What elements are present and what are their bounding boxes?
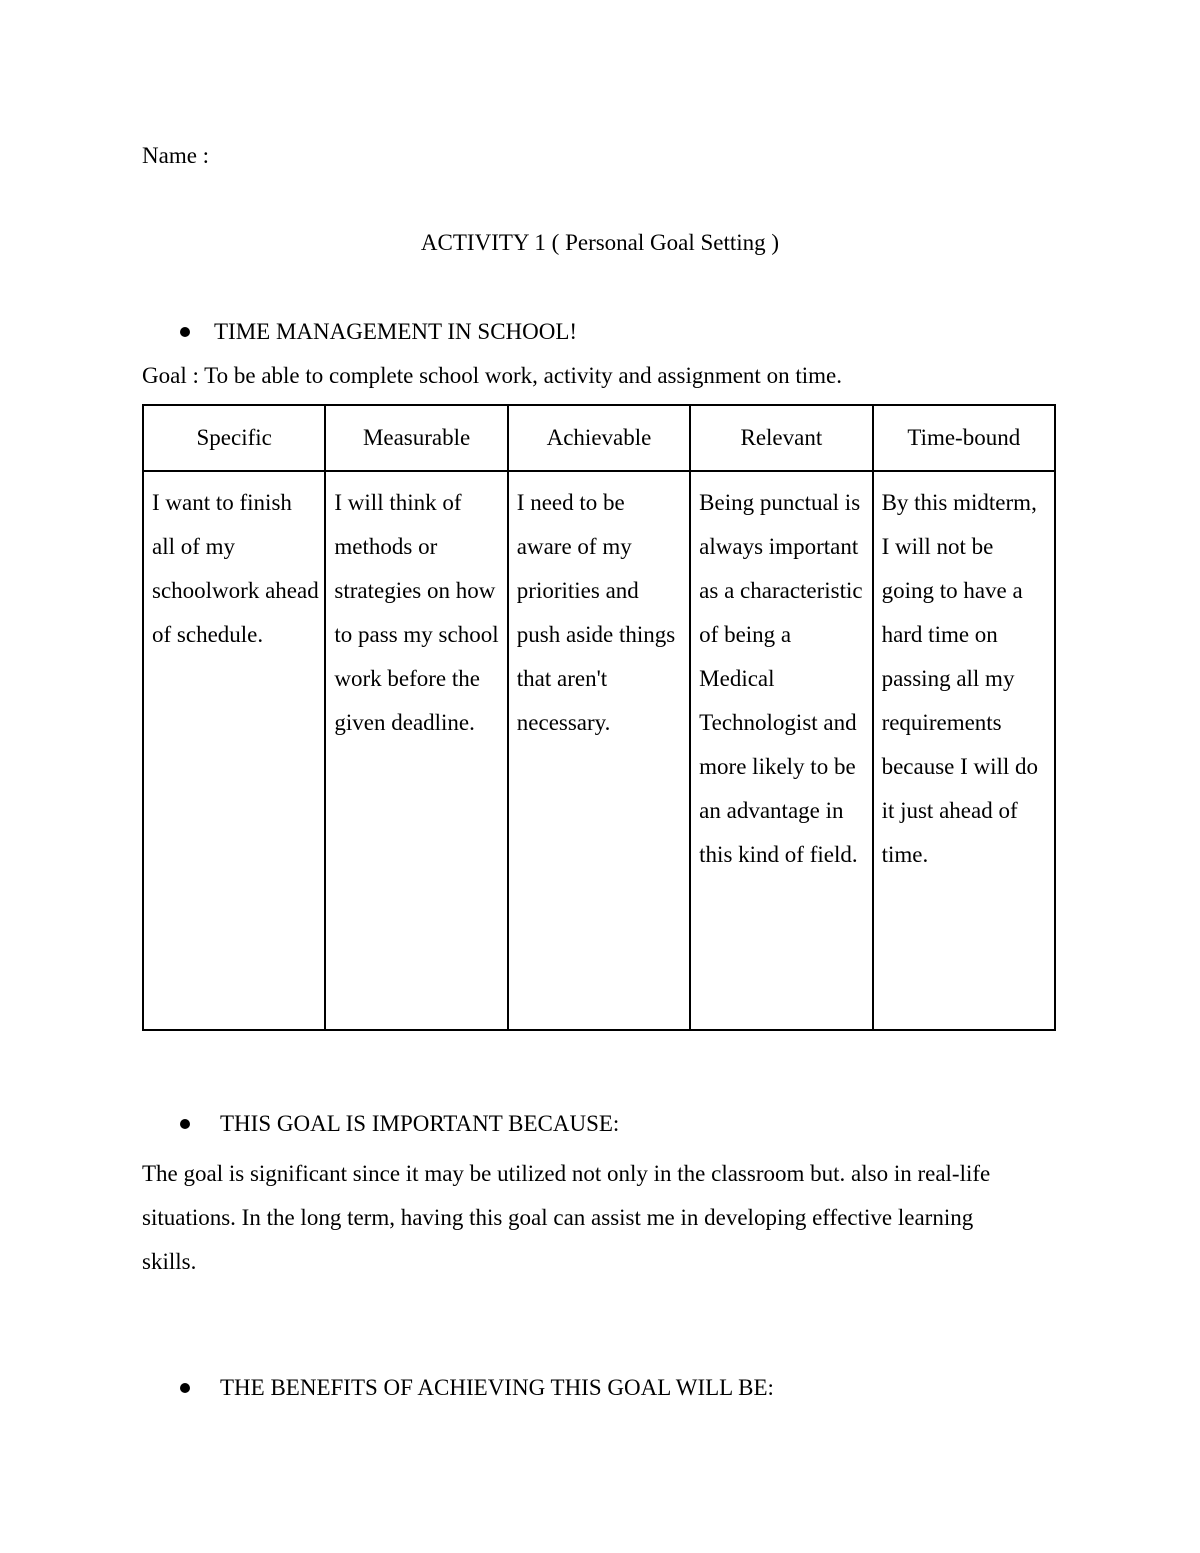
section-heading-text: THIS GOAL IS IMPORTANT BECAUSE:: [220, 1111, 620, 1136]
header-measurable: Measurable: [325, 405, 507, 471]
page-title: ACTIVITY 1 ( Personal Goal Setting ): [420, 230, 780, 255]
cell-time-bound: By this midterm, I will not be going to have a hard time on passing all my requirements because I will do it just ahead of time.: [873, 471, 1055, 1030]
table-row: [143, 471, 1055, 1030]
cell-relevant: Being punctual is always important as a characteristic of being a Medical Technologist and more likely to be an advantage in this kind of field.: [690, 471, 872, 1030]
importance-paragraph: The goal is significant since it may be utilized not only in the classroom but. also in real-life situations. In the long term, having this goal can assist me in developing effective learning skills.: [142, 1161, 991, 1274]
section-heading-time-management: [180, 319, 577, 345]
cell-measurable: I will think of methods or strategies on how to pass my school work before the given deadline.: [325, 471, 507, 1030]
bullet-icon: [180, 327, 190, 337]
cell-achievable: I need to be aware of my priorities and push aside things that aren't necessary.: [508, 471, 690, 1030]
header-specific: Specific: [143, 405, 325, 471]
name-label: Name :: [142, 143, 210, 168]
header-relevant: Relevant: [690, 405, 872, 471]
section-heading-benefits: [180, 1375, 774, 1401]
header-achievable: Achievable: [508, 405, 690, 471]
bullet-icon: [180, 1383, 190, 1393]
smart-goal-table: [142, 404, 1056, 1031]
cell-specific: I want to finish all of my schoolwork ahead of schedule.: [143, 471, 325, 1030]
section-heading-importance: [180, 1111, 619, 1137]
section-heading-text: THE BENEFITS OF ACHIEVING THIS GOAL WILL BE:: [220, 1375, 774, 1400]
table-header-row: [143, 405, 1055, 471]
section-heading-text: TIME MANAGEMENT IN SCHOOL!: [214, 319, 578, 344]
bullet-icon: [180, 1119, 190, 1129]
header-time-bound: Time-bound: [873, 405, 1055, 471]
goal-statement: Goal : To be able to complete school work, activity and assignment on time.: [142, 363, 842, 388]
